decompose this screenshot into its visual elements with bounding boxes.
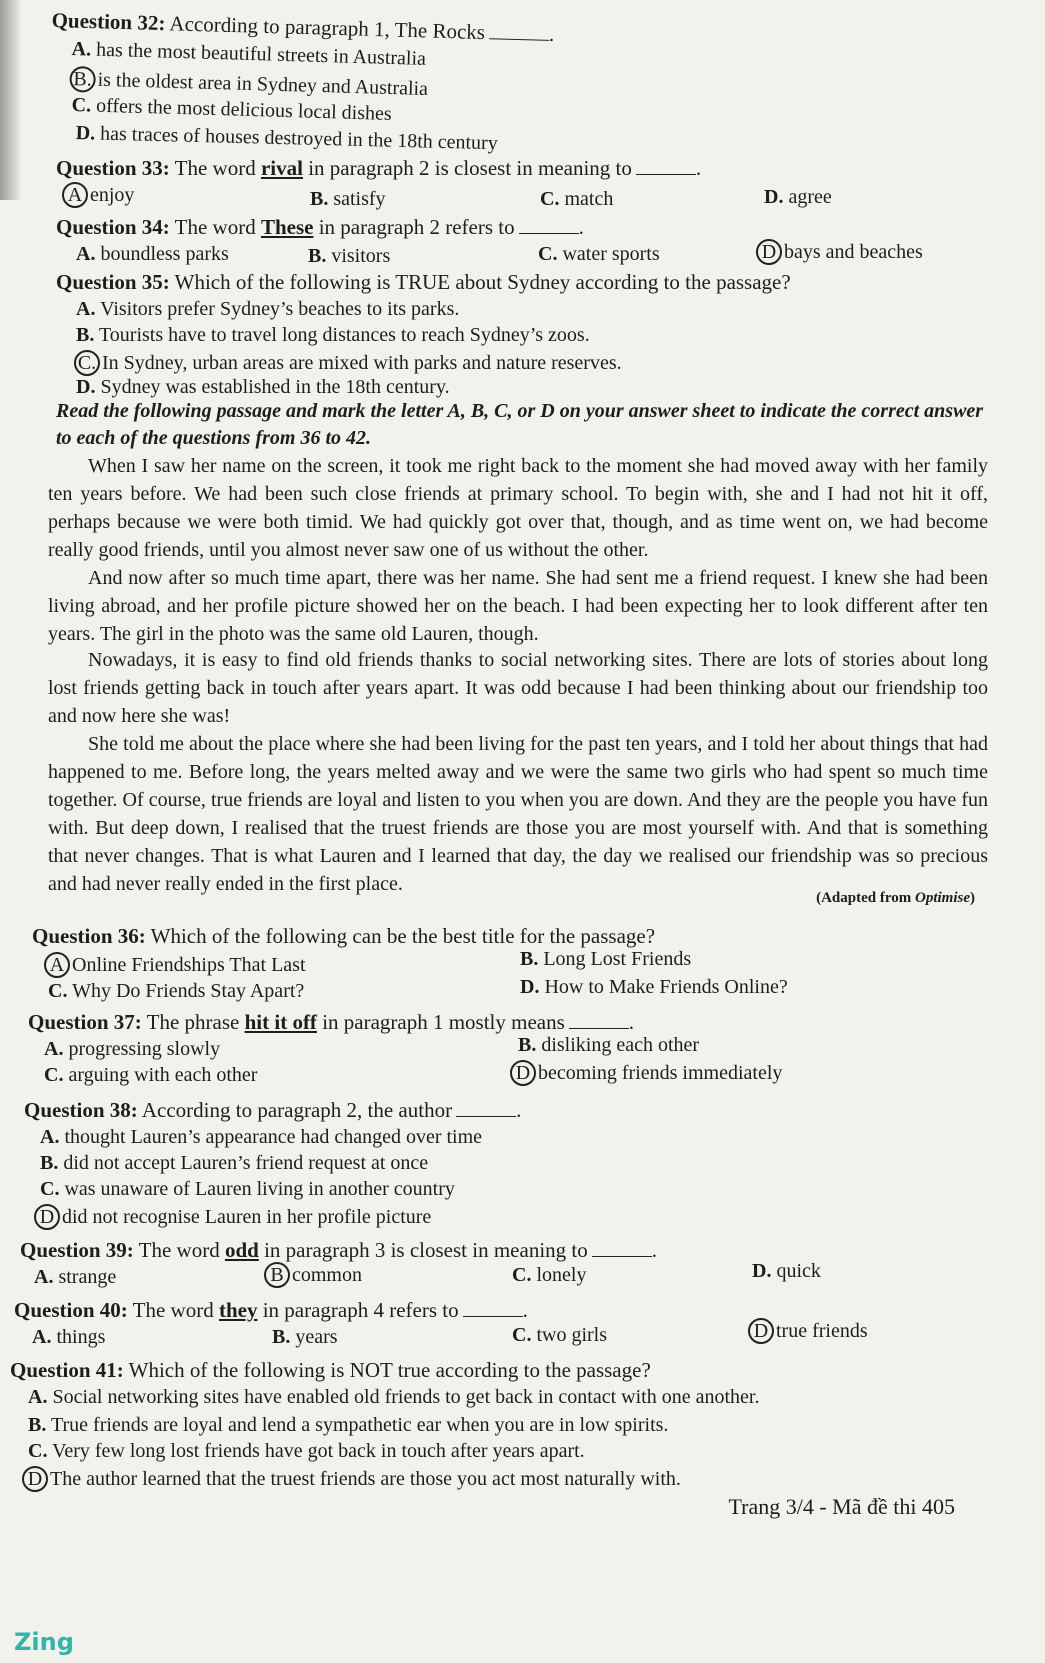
question-40-stem: Question 40: The word they in paragraph 4 refers to . (14, 1298, 528, 1322)
page-fold-shadow (0, 0, 22, 200)
option-d: D. quick (752, 1260, 821, 1282)
question-37-stem: Question 37: The phrase hit it off in paragraph 1 mostly means . (28, 1010, 635, 1034)
option-a-circled: A enjoy (62, 182, 134, 208)
option-d-circled: D true friends (748, 1318, 868, 1344)
option-b: B. Tourists have to travel long distances to reach Sydney’s zoos. (76, 324, 590, 346)
question-41-stem: Question 41: Which of the following is NOT true according to the passage? (10, 1358, 651, 1382)
option-a-circled: A Online Friendships That Last (44, 952, 306, 978)
question-39-stem: Question 39: The word odd in paragraph 3 is closest in meaning to . (20, 1238, 657, 1262)
question-36-stem: Question 36: Which of the following can be the best title for the passage? (32, 924, 656, 948)
option-b-circled: B common (264, 1262, 362, 1288)
option-b: B. did not accept Lauren’s friend request at once (40, 1152, 429, 1174)
passage-source: (Adapted from Optimise) (816, 890, 975, 906)
option-a: A. has the most beautiful streets in Australia (71, 38, 427, 70)
option-c: C. match (540, 188, 614, 210)
question-35-stem: Question 35: Which of the following is TRUE about Sydney according to the passage? (56, 270, 791, 294)
keyword-rival: rival (260, 156, 303, 180)
option-d-circled: D did not recognise Lauren in her profile picture (34, 1204, 431, 1230)
keyword-hit-it-off: hit it off (244, 1010, 317, 1034)
option-b: B. True friends are loyal and lend a sympathetic ear when you are in low spirits. (28, 1414, 669, 1436)
option-b-circled: B. is the oldest area in Sydney and Australia (69, 66, 428, 102)
option-d: D. Sydney was established in the 18th century. (76, 376, 450, 398)
option-a: A. boundless parks (76, 243, 229, 265)
keyword-odd: odd (224, 1238, 259, 1262)
reading-instruction: Read the following passage and mark the letter A, B, C, or D on your answer sheet to indicate the correct answer to each of the questions from 36 to 42. (56, 400, 984, 449)
option-d-circled: D The author learned that the truest friends are those you act most naturally with. (22, 1466, 681, 1492)
passage-paragraph-3: Nowadays, it is easy to find old friends thanks to social networking sites. There are lots of stories about long lost friends getting back in touch after years apart. It was odd because I had been thinking about our friendship too and now here she was! (48, 649, 988, 727)
option-a: A. progressing slowly (44, 1038, 221, 1060)
option-a: A. Social networking sites have enabled old friends to get back in contact with one another. (28, 1386, 760, 1408)
option-b: B. visitors (308, 245, 391, 267)
passage-paragraph-2: And now after so much time apart, there was her name. She had sent me a friend request. I knew she had been living abroad, and her profile picture showed her on the beach. I had been expecting her to look different after ten years. The girl in the photo was the same old Lauren, though. (48, 567, 988, 645)
keyword-these: These (260, 215, 314, 239)
option-d-circled: D becoming friends immediately (510, 1060, 782, 1086)
option-b: B. Long Lost Friends (520, 948, 692, 970)
question-32-stem: Question 32: According to paragraph 1, The Rocks . (51, 8, 555, 47)
option-c: C. two girls (512, 1324, 608, 1346)
question-33-stem: Question 33: The word rival in paragraph 2 is closest in meaning to . (56, 156, 702, 180)
option-c: C. was unaware of Lauren living in another country (40, 1178, 455, 1200)
option-c: C. arguing with each other (44, 1064, 258, 1086)
option-b: B. satisfy (310, 188, 386, 210)
option-b: B. years (272, 1326, 338, 1348)
option-a: A. thought Lauren’s appearance had changed over time (40, 1126, 483, 1148)
option-c-circled: C. In Sydney, urban areas are mixed with parks and nature reserves. (74, 350, 622, 376)
option-c: C. offers the most delicious local dishes (71, 94, 393, 125)
option-b: B. disliking each other (518, 1034, 700, 1056)
option-a: A. things (32, 1326, 106, 1348)
option-c: C. Why Do Friends Stay Apart? (48, 980, 305, 1002)
option-d: D. agree (764, 186, 832, 208)
option-d-circled: D bays and beaches (756, 239, 923, 265)
option-c: C. Very few long lost friends have got back in touch after years apart. (28, 1440, 585, 1462)
keyword-they: they (218, 1298, 258, 1322)
zing-watermark-logo: Zing (14, 1628, 74, 1656)
option-d: D. How to Make Friends Online? (520, 976, 788, 998)
passage-paragraph-1: When I saw her name on the screen, it took me right back to the moment she had moved away with her family ten years before. We had been such close friends at primary school. To begin with, she and I had not hit it off, perhaps because we were both timid. We had quickly got over that, though, and as time went on, we had become really good friends, until you almost never saw one of us without the other. (48, 455, 988, 561)
passage-paragraph-4: She told me about the place where she had been living for the past ten years, and I told her about things that had happened to me. Before long, the years melted away and we were the same two girls who had spent so much time together. Of course, true friends are loyal and listen to you when you are down. And they are the people you have fun with. But deep down, I realised that the truest friends are those you are most yourself with. And that is something that never changes. That is what Lauren and I learned that day, the day we realised our friendship was so precious and had never really ended in the first place. (48, 733, 988, 895)
page-footer: Trang 3/4 - Mã đề thi 405 (728, 1494, 955, 1519)
option-d: D. has traces of houses destroyed in the 18th century (75, 122, 498, 155)
question-34-stem: Question 34: The word These in paragraph 2 refers to . (56, 215, 584, 239)
option-a: A. strange (34, 1266, 117, 1288)
option-a: A. Visitors prefer Sydney’s beaches to its parks. (76, 298, 460, 320)
question-38-stem: Question 38: According to paragraph 2, the author . (24, 1098, 522, 1122)
option-c: C. water sports (538, 243, 660, 265)
option-c: C. lonely (512, 1264, 587, 1286)
